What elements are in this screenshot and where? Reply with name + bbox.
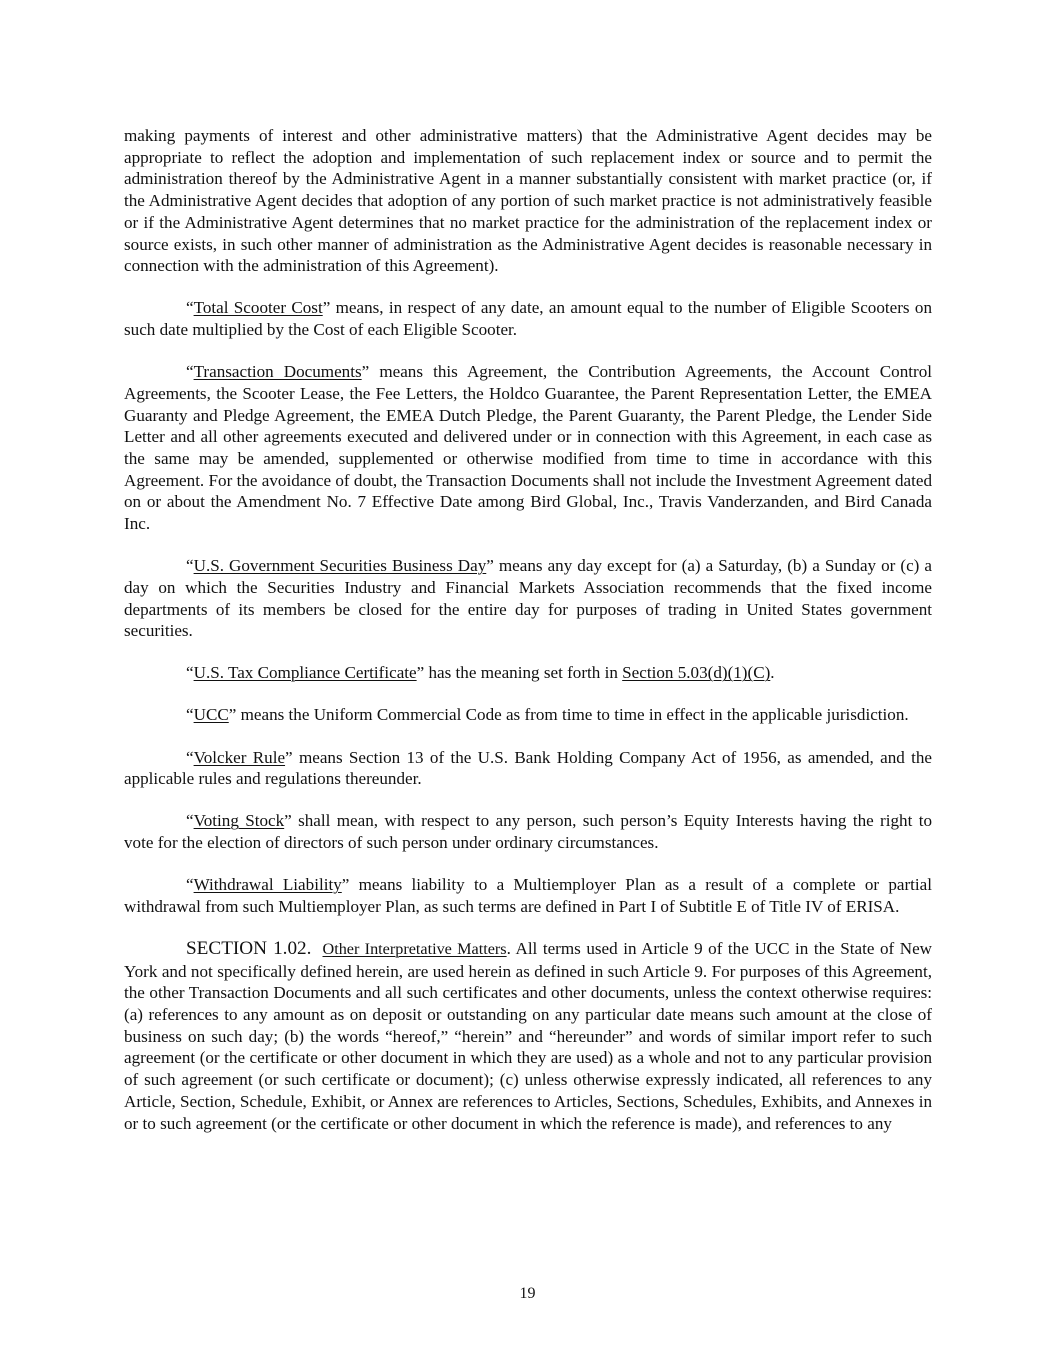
definition-us-government-securities-business-day — [124, 555, 932, 642]
definition-tail: . — [770, 663, 775, 683]
open-quote: “ — [186, 556, 194, 576]
definition-body: ” means this Agreement, the Contribution Agreements, the Account Control Agreements, the Scooter Lease, the Fee Letters, the Holdco Guarantee, the Parent Representation Letter, the EMEA Guaranty and Pledge Agreement, the EMEA Dutch Pledge, the Parent Guaranty, the Parent Pledge, the Lender Side Letter and all other agreements executed and delivered under or in connection with this Agreement, in each case as the same may be amended, supplemented or otherwise modified from time to time in accordance with this Agreement. For the avoidance of doubt, the Transaction Documents shall not include the Investment Agreement dated on or about the Amendment No. 7 Effective Date among Bird Global, Inc., Travis Vanderzanden, and Bird Canada Inc. — [124, 362, 933, 534]
open-quote: “ — [186, 663, 194, 683]
open-quote: “ — [186, 875, 194, 895]
definition-body: ” shall mean, with respect to any person, such person’s Equity Interests having the right to vote for the election of directors of such person under ordinary circumstances. — [124, 811, 932, 853]
defined-term: U.S. Government Securities Business Day — [193, 556, 487, 576]
section-number: SECTION 1.02. — [186, 937, 312, 959]
open-quote: “ — [186, 811, 194, 831]
defined-term: U.S. Tax Compliance Certificate — [193, 663, 417, 683]
open-quote: “ — [186, 705, 194, 725]
definition-total-scooter-cost — [124, 297, 932, 340]
definition-body: ” has the meaning set forth in — [416, 663, 623, 683]
defined-term: Total Scooter Cost — [193, 298, 323, 318]
definition-transaction-documents — [124, 361, 932, 535]
section-reference: Section 5.03(d)(1)(C) — [622, 663, 771, 683]
page-number: 19 — [519, 1285, 536, 1302]
open-quote: “ — [186, 298, 194, 318]
definition-volcker-rule — [124, 747, 932, 790]
continuation-paragraph: making payments of interest and other administrative matters) that the Administrative Agent decides may be appropriate to reflect the adoption and implementation of such replacement index or source and to permit the administration thereof by the Administrative Agent in a manner substantially consistent with market practice (or, if the Administrative Agent decides that adoption of any portion of such market practice is not administratively feasible or if the Administrative Agent determines that no market practice for the administration of the replacement index or source exists, in such other manner of administration as the Administrative Agent decides is reasonable necessary in connection with the administration of this Agreement). — [124, 126, 932, 276]
definition-body: ” means Section 13 of the U.S. Bank Holding Company Act of 1956, as amended, and the applicable rules and regulations thereunder. — [124, 747, 932, 789]
definition-us-tax-compliance-certificate — [124, 662, 932, 684]
definition-voting-stock — [124, 810, 932, 853]
section-body: . All terms used in Article 9 of the UCC in the State of New York and not specifically defined herein, are used herein as defined in such Article 9. For purposes of this Agreement, the other Transaction Documents and all such certificates and other documents, unless the context otherwise requires: (a) references to any amount as on deposit or outstanding on any particular date means such amount at the close of business on such day; (b) the words “hereof,” “herein” and “hereunder” and words of similar import refer to such agreement (or the certificate or other document in which they are used) as a whole and not to any particular provision of such agreement (or such certificate or document); (c) unless otherwise expressly indicated, all references to any Article, Section, Schedule, Exhibit, or Annex are references to Articles, Sections, Schedules, Exhibits, and Annexes in or to such agreement (or the certificate or other document in which the reference is made), and references to any — [124, 938, 933, 1133]
defined-term: Withdrawal Liability — [193, 875, 342, 895]
open-quote: “ — [186, 362, 194, 382]
definition-body: ” means any day except for (a) a Saturday, (b) a Sunday or (c) a day on which the Securities Industry and Financial Markets Association recommends that the fixed income departments of its members be closed for the entire day for purposes of trading in United States government securities. — [124, 556, 932, 641]
defined-term: Volcker Rule — [193, 747, 286, 767]
definition-withdrawal-liability — [124, 874, 932, 917]
defined-term: UCC — [193, 705, 229, 725]
definition-body: ” means the Uniform Commercial Code as from time to time in effect in the applicable jurisdiction. — [228, 705, 909, 725]
section-1-02-paragraph — [124, 938, 932, 1134]
definition-ucc — [124, 704, 932, 726]
defined-term: Voting Stock — [193, 811, 285, 831]
section-title: Other Interpretative Matters — [322, 939, 507, 958]
document-page — [124, 125, 932, 1155]
definition-body: ” means, in respect of any date, an amount equal to the number of Eligible Scooters on such date multiplied by the Cost of each Eligible Scooter. — [124, 298, 932, 340]
defined-term: Transaction Documents — [193, 362, 362, 382]
definition-body: ” means liability to a Multiemployer Plan as a result of a complete or partial withdrawal from such Multiemployer Plan, as such terms are defined in Part I of Subtitle E of Title IV of ERISA. — [124, 875, 932, 916]
open-quote: “ — [186, 747, 194, 767]
